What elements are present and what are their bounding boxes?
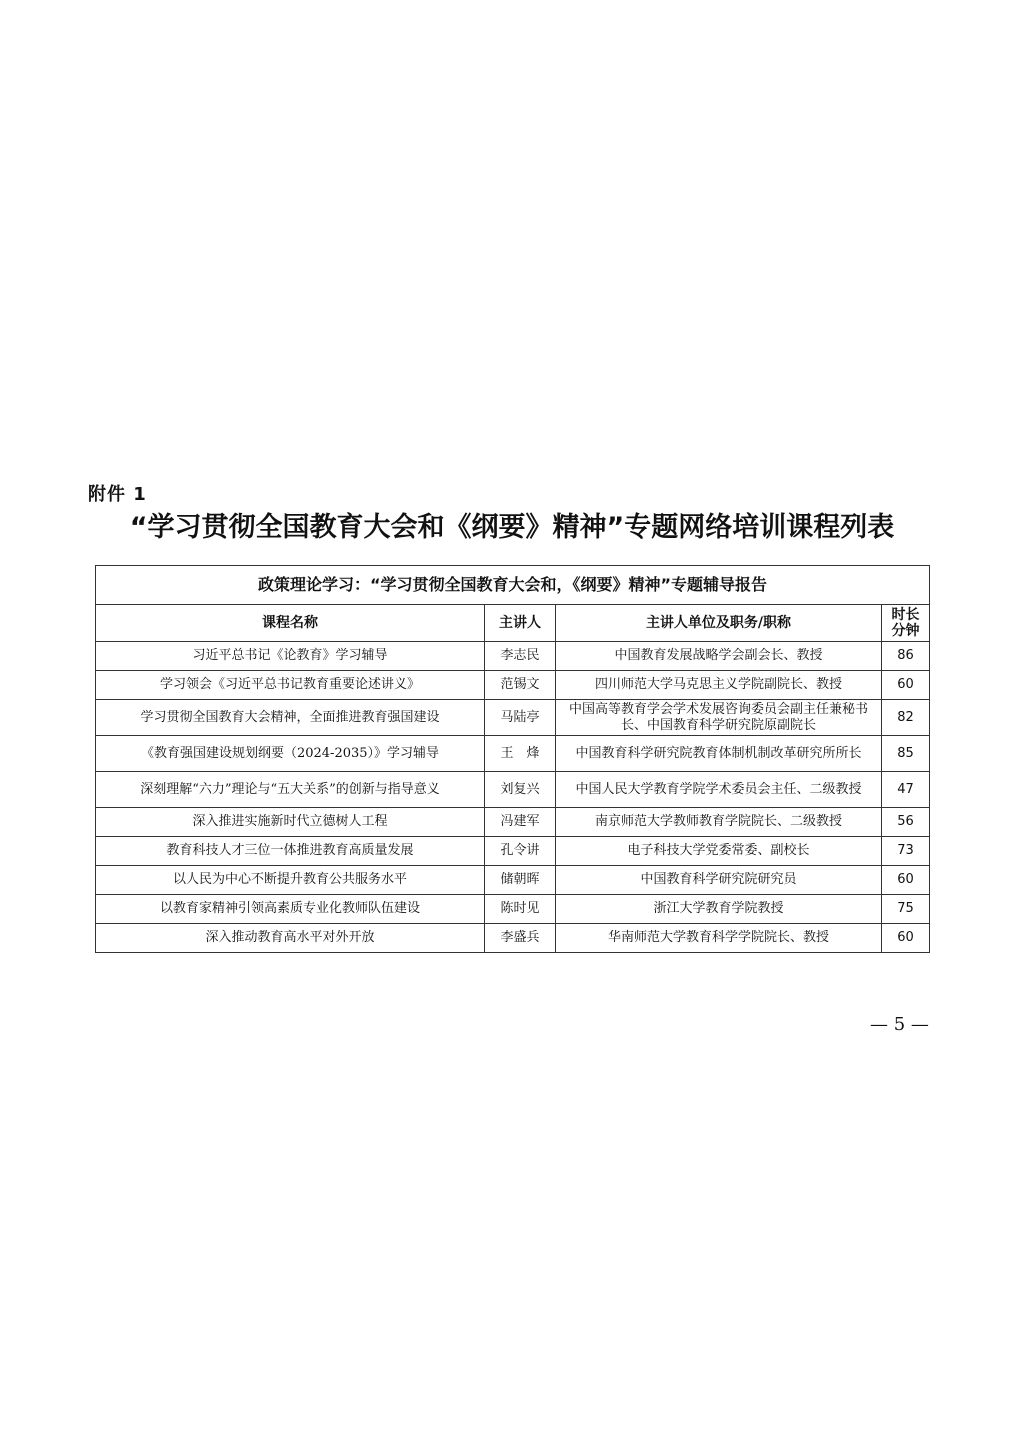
header-course-name: 课程名称 xyxy=(96,605,485,642)
speaker-cell: 储朝晖 xyxy=(485,866,556,895)
duration-cell: 60 xyxy=(882,924,930,953)
course-name-cell: 深入推动教育高水平对外开放 xyxy=(96,924,485,953)
table-header-row xyxy=(96,605,930,642)
speaker-unit-cell: 南京师范大学教师教育学院院长、二级教授 xyxy=(556,808,882,837)
speaker-unit-cell: 华南师范大学教育科学学院院长、教授 xyxy=(556,924,882,953)
table-caption-row xyxy=(96,566,930,605)
table-row xyxy=(96,671,930,700)
speaker-unit-cell: 中国教育科学研究院研究员 xyxy=(556,866,882,895)
table-row xyxy=(96,772,930,808)
table-row xyxy=(96,895,930,924)
duration-cell: 86 xyxy=(882,642,930,671)
table-row xyxy=(96,837,930,866)
speaker-unit-cell: 中国教育科学研究院教育体制机制改革研究所所长 xyxy=(556,736,882,772)
duration-cell: 47 xyxy=(882,772,930,808)
header-duration xyxy=(882,605,930,642)
course-name-cell: 学习领会《习近平总书记教育重要论述讲义》 xyxy=(96,671,485,700)
header-duration-line1: 时长 xyxy=(891,607,920,623)
duration-cell: 73 xyxy=(882,837,930,866)
speaker-cell: 孔令讲 xyxy=(485,837,556,866)
speaker-cell: 刘复兴 xyxy=(485,772,556,808)
speaker-cell: 李盛兵 xyxy=(485,924,556,953)
duration-cell: 75 xyxy=(882,895,930,924)
course-name-cell: 深入推进实施新时代立德树人工程 xyxy=(96,808,485,837)
table-row xyxy=(96,808,930,837)
duration-cell: 85 xyxy=(882,736,930,772)
speaker-unit-cell: 中国高等教育学会学术发展咨询委员会副主任兼秘书长、中国教育科学研究院原副院长 xyxy=(556,700,882,736)
duration-cell: 60 xyxy=(882,866,930,895)
course-name-cell: 学习贯彻全国教育大会精神，全面推进教育强国建设 xyxy=(96,700,485,736)
document-title: “学习贯彻全国教育大会和《纲要》精神”专题网络培训课程列表 xyxy=(129,512,895,543)
header-speaker-unit: 主讲人单位及职务/职称 xyxy=(556,605,882,642)
speaker-unit-cell: 四川师范大学马克思主义学院副院长、教授 xyxy=(556,671,882,700)
course-name-cell: 教育科技人才三位一体推进教育高质量发展 xyxy=(96,837,485,866)
course-name-cell: 深刻理解“六力”理论与“五大关系”的创新与指导意义 xyxy=(96,772,485,808)
speaker-cell: 冯建军 xyxy=(485,808,556,837)
header-speaker: 主讲人 xyxy=(485,605,556,642)
header-duration-line2: 分钟 xyxy=(891,623,920,639)
table-row xyxy=(96,736,930,772)
duration-cell: 60 xyxy=(882,671,930,700)
speaker-unit-cell: 浙江大学教育学院教授 xyxy=(556,895,882,924)
page-number: — 5 — xyxy=(870,1014,929,1035)
course-name-cell: 以教育家精神引领高素质专业化教师队伍建设 xyxy=(96,895,485,924)
speaker-cell: 陈时见 xyxy=(485,895,556,924)
table-caption: 政策理论学习：“学习贯彻全国教育大会和，《纲要》精神”专题辅导报告 xyxy=(96,566,930,605)
duration-cell: 56 xyxy=(882,808,930,837)
speaker-cell: 李志民 xyxy=(485,642,556,671)
course-name-cell: 以人民为中心不断提升教育公共服务水平 xyxy=(96,866,485,895)
attachment-label: 附件 1 xyxy=(88,484,147,505)
speaker-unit-cell: 中国人民大学教育学院学术委员会主任、二级教授 xyxy=(556,772,882,808)
speaker-cell: 范锡文 xyxy=(485,671,556,700)
speaker-unit-cell: 电子科技大学党委常委、副校长 xyxy=(556,837,882,866)
speaker-unit-cell: 中国教育发展战略学会副会长、教授 xyxy=(556,642,882,671)
table-row xyxy=(96,700,930,736)
table-row xyxy=(96,866,930,895)
course-name-cell: 《教育强国建设规划纲要（2024-2035）》学习辅导 xyxy=(96,736,485,772)
speaker-cell: 马陆亭 xyxy=(485,700,556,736)
speaker-cell: 王 烽 xyxy=(485,736,556,772)
table-row xyxy=(96,924,930,953)
course-table xyxy=(95,565,930,953)
course-name-cell: 习近平总书记《论教育》学习辅导 xyxy=(96,642,485,671)
table-row xyxy=(96,642,930,671)
duration-cell: 82 xyxy=(882,700,930,736)
